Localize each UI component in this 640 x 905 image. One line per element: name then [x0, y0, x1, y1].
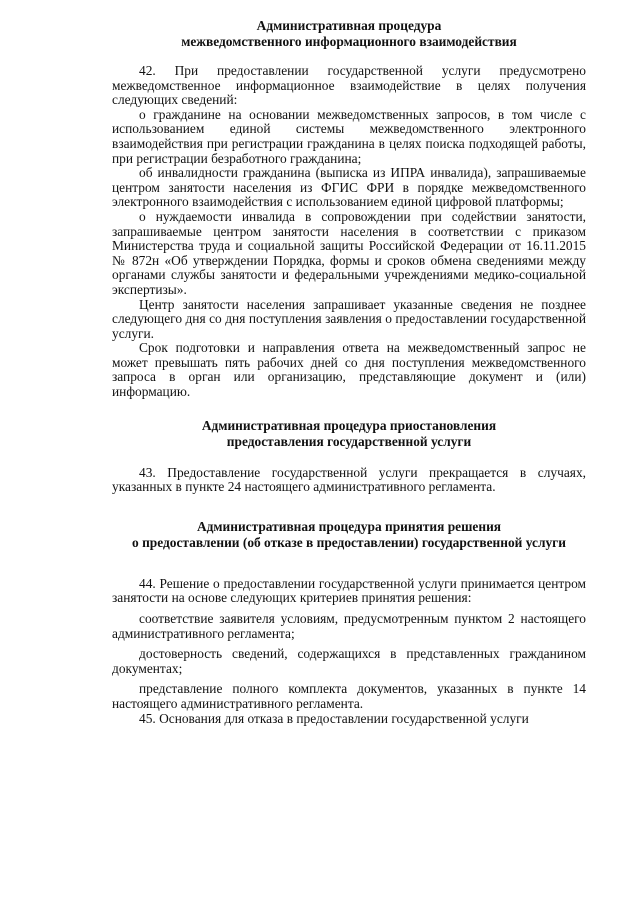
paragraph-42-citizen-info: о гражданине на основании межведомственных запросов, в том числе с использованием единой системы межведомственного электронного взаимодействия при регистрации гражданина в целях поиска подходящей работы, при регистрации безработного гражданина;: [112, 106, 586, 166]
section-heading-decision: [112, 519, 586, 551]
heading-line: предоставления государственной услуги: [226, 433, 472, 449]
heading-line: о предоставлении (об отказе в предоставлении) государственной услуги: [132, 534, 566, 550]
paragraph-44-criterion-reliability: достоверность сведений, содержащихся в представленных гражданином документах;: [112, 646, 586, 676]
paragraph-42-response-term: Срок подготовки и направления ответа на межведомственный запрос не может превышать пять рабочих дней со дня поступления межведомственного запроса в орган или организацию, представляющие документ и (или) информацию.: [112, 340, 586, 400]
paragraph-42-escort-need: о нуждаемости инвалида в сопровождении при содействии занятости, запрашиваемые центром занятости населения в соответствии с приказом Министерства труда и социальной защиты Российской Федерации от 16.11.2015 № 872н «Об утверждении Порядка, формы и сроков обмена сведениями между органами службы занятости и федеральными учреждениями медико-социальной экспертизы».: [112, 208, 586, 297]
heading-line: Административная процедура приостановления: [201, 417, 497, 433]
paragraph-44: 44. Решение о предоставлении государственной услуги принимается центром занятости на основе следующих критериев принятия решения:: [112, 575, 586, 606]
heading-line: Административная процедура: [256, 18, 442, 33]
section-heading-suspension: [112, 418, 586, 450]
document-page: [112, 18, 586, 726]
paragraph-45: 45. Основания для отказа в предоставлении государственной услуги: [139, 710, 529, 726]
heading-line: Административная процедура принятия решения: [196, 518, 502, 534]
section-heading-interagency: [112, 18, 586, 50]
paragraph-42: 42. При предоставлении государственной услуги предусмотрено межведомственное информационное взаимодействие в целях получения следующих сведений:: [112, 63, 586, 108]
paragraph-44-criterion-completeness: представление полного комплекта документов, указанных в пункте 14 настоящего административного регламента.: [112, 681, 586, 711]
paragraph-44-criterion-conditions: соответствие заявителя условиям, предусмотренным пунктом 2 настоящего административного регламента;: [112, 611, 586, 641]
heading-line: межведомственного информационного взаимодействия: [181, 34, 517, 49]
paragraph-43: 43. Предоставление государственной услуги прекращается в случаях, указанных в пункте 24 настоящего административного регламента.: [112, 464, 586, 495]
paragraph-42-disability-info: об инвалидности гражданина (выписка из ИПРА инвалида), запрашиваемые центром занятости населения из ФГИС ФРИ в порядке межведомственного электронного взаимодействия с использованием единой цифровой платформы;: [112, 165, 586, 210]
paragraph-42-request-deadline: Центр занятости населения запрашивает указанные сведения не позднее следующего дня со дня поступления заявления о предоставлении государственной услуги.: [112, 296, 586, 341]
